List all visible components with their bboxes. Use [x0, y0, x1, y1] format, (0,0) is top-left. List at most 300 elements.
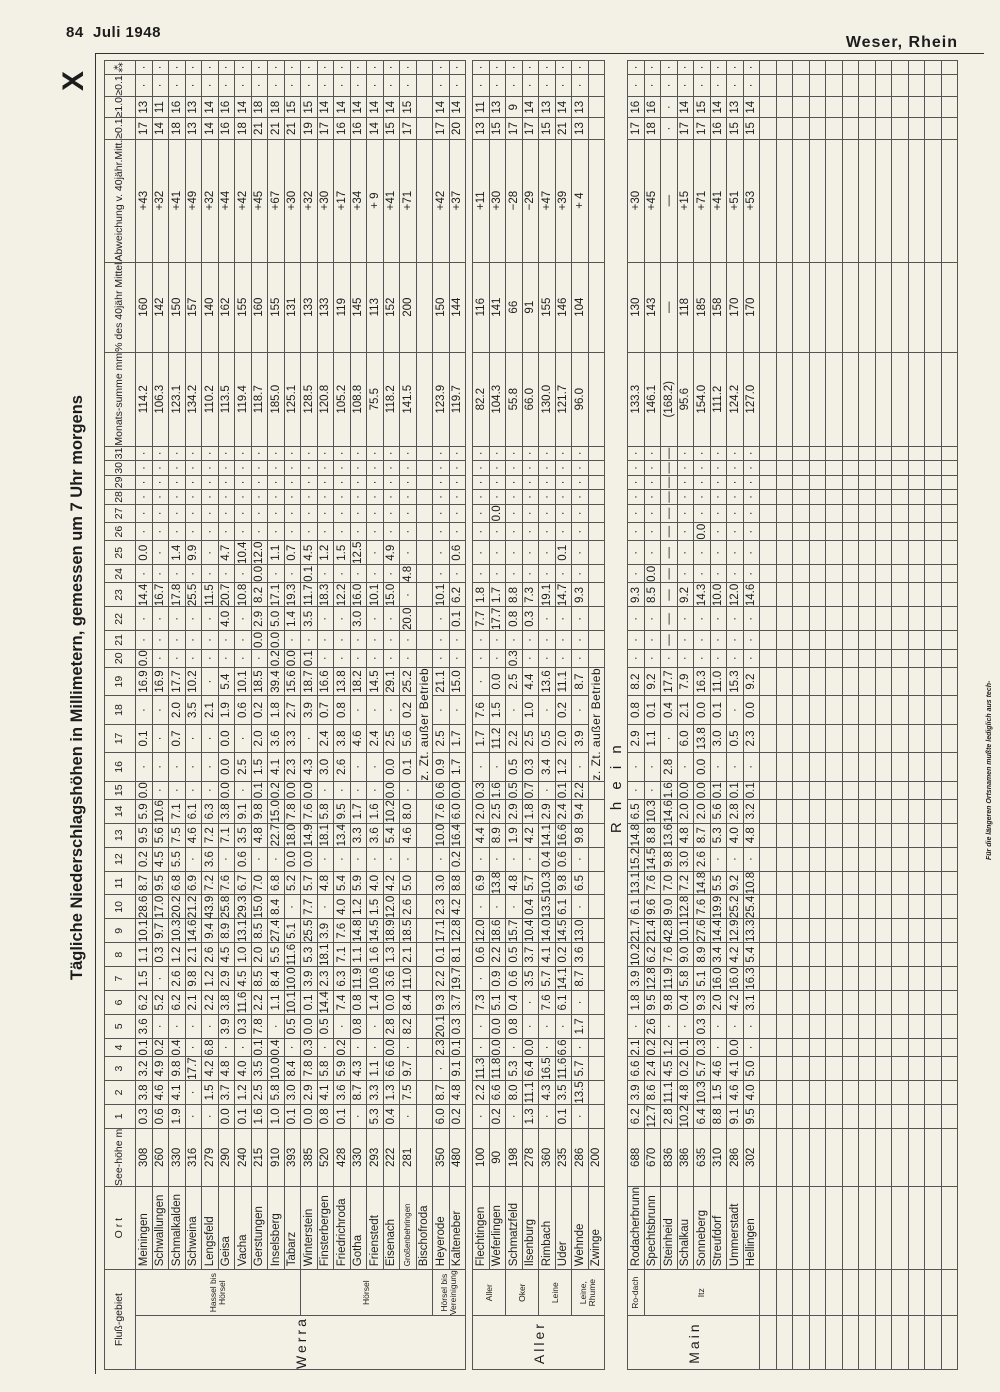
day-value: 2.3 [317, 967, 334, 991]
day-value: 10.6 [152, 799, 169, 823]
day-value [416, 847, 433, 871]
day-value: · [251, 490, 268, 505]
day-value: 3.7 [449, 991, 466, 1015]
day-value: · [644, 446, 661, 461]
station-row [710, 61, 727, 1370]
day-value: 16.9 [136, 667, 153, 695]
day-value: 5.0 [268, 607, 285, 631]
elevation: 330 [350, 1128, 367, 1186]
day-value: · [489, 523, 506, 541]
day-value: 16.6 [317, 667, 334, 695]
day-value: · [539, 461, 556, 476]
stat-n2: 18 [268, 97, 285, 118]
station-name: Zwinge [588, 1186, 605, 1269]
day-value: · [185, 1014, 202, 1038]
header-day: 3 [105, 1057, 136, 1081]
day-value [416, 871, 433, 895]
stat-n1: 18 [644, 118, 661, 139]
header-day: 7 [105, 967, 136, 991]
day-value: 0.2 [152, 1038, 169, 1056]
day-value: · [152, 607, 169, 631]
day-value: · [367, 541, 384, 565]
stat-abw: +41 [383, 139, 400, 262]
day-value: 5.4 [743, 943, 760, 967]
day-value: · [400, 504, 417, 522]
day-value: 2.9 [301, 1080, 318, 1104]
day-value: 6.0 [433, 1104, 450, 1128]
day-value: · [572, 631, 589, 649]
day-value: 8.4 [268, 895, 285, 919]
day-value: · [152, 446, 169, 461]
day-value: 7.0 [251, 871, 268, 895]
station-name: Meiningen [136, 1186, 153, 1269]
day-value: 1.3 [383, 943, 400, 967]
day-value: · [677, 461, 694, 476]
stat-n1: 16 [710, 118, 727, 139]
day-value: · [710, 565, 727, 583]
stat-sum: 118.2 [383, 352, 400, 446]
day-value: · [473, 1014, 490, 1038]
day-value: 9.1 [449, 1057, 466, 1081]
day-value: · [169, 607, 186, 631]
station-row [400, 61, 417, 1370]
day-value: 9.5 [743, 1104, 760, 1128]
day-value: 0.1 [727, 781, 744, 799]
day-value: 3.1 [743, 991, 760, 1015]
day-value: 9.2 [677, 583, 694, 607]
day-value: 5.8 [677, 967, 694, 991]
day-value: 1.6 [367, 943, 384, 967]
day-value: · [473, 847, 490, 871]
day-value: · [169, 649, 186, 667]
station-row [727, 61, 744, 1370]
stat-pct: 155 [235, 262, 252, 352]
day-value: · [301, 523, 318, 541]
day-value: · [433, 523, 450, 541]
day-value: · [710, 631, 727, 649]
day-value: 1.5 [136, 967, 153, 991]
day-value: · [743, 446, 760, 461]
day-value: 11.9 [350, 967, 367, 991]
day-value: 1.7 [572, 1014, 589, 1038]
day-value: · [473, 446, 490, 461]
day-value: 20.1 [433, 1014, 450, 1038]
stat-e2: · [235, 61, 252, 75]
day-value: 5.7 [539, 967, 556, 991]
day-value: 0.8 [506, 607, 523, 631]
stat-e1: · [136, 74, 153, 96]
stat-n2: 14 [743, 97, 760, 118]
day-value: 0.5 [506, 781, 523, 799]
day-value: · [235, 461, 252, 476]
day-value: 1.2 [235, 1080, 252, 1104]
day-value: 13.1 [628, 871, 645, 895]
day-value: 1.2 [661, 1038, 678, 1056]
day-value: · [268, 446, 285, 461]
day-value: · [555, 490, 572, 505]
day-value: · [136, 475, 153, 490]
day-value: — [661, 446, 678, 461]
day-value: 0.1 [284, 1104, 301, 1128]
day-value: 0.0 [301, 847, 318, 871]
day-value: 2.0 [555, 724, 572, 752]
header-pct: % des 40jähr Mittel [105, 262, 136, 352]
day-value: 11.1 [555, 667, 572, 695]
day-value [588, 504, 605, 522]
stat-e1: · [185, 74, 202, 96]
day-value: 9.7 [400, 1057, 417, 1081]
elevation: 385 [301, 1128, 318, 1186]
day-value: · [743, 461, 760, 476]
empty-row [925, 61, 942, 1370]
stat-abw: +39 [555, 139, 572, 262]
header-day: 15 [105, 781, 136, 799]
day-value: · [268, 565, 285, 583]
day-value: 4.1 [169, 1080, 186, 1104]
day-value [416, 895, 433, 919]
day-value: 2.1 [628, 1038, 645, 1056]
day-value: 4.2 [383, 871, 400, 895]
day-value: 20.7 [218, 583, 235, 607]
day-value: · [710, 446, 727, 461]
day-value: 4.8 [317, 871, 334, 895]
day-value: 2.1 [400, 943, 417, 967]
day-value: · [677, 504, 694, 522]
day-value: · [555, 446, 572, 461]
day-value: · [367, 1014, 384, 1038]
elevation: 293 [367, 1128, 384, 1186]
day-value: · [449, 446, 466, 461]
day-value: 20.0 [400, 607, 417, 631]
day-value: 2.9 [539, 799, 556, 823]
station-row [588, 61, 605, 1370]
day-value: 27.4 [268, 919, 285, 943]
day-value: · [539, 649, 556, 667]
stat-e1: · [152, 74, 169, 96]
day-value: 10.0 [433, 823, 450, 847]
day-value: 4.5 [218, 943, 235, 967]
stat-e2: · [400, 61, 417, 75]
day-value: · [218, 1038, 235, 1056]
day-value: · [169, 631, 186, 649]
stat-e1: · [743, 74, 760, 96]
day-value: 0.2 [334, 1038, 351, 1056]
stat-e2 [588, 61, 605, 75]
day-value: 7.0 [661, 871, 678, 895]
day-value: · [727, 541, 744, 565]
day-value: 3.6 [334, 1080, 351, 1104]
stat-n2: 13 [572, 97, 589, 118]
station-row [235, 61, 252, 1370]
day-value: · [400, 446, 417, 461]
stat-pct: 118 [677, 262, 694, 352]
header-day: 14 [105, 799, 136, 823]
station-name: Steinheid [661, 1186, 678, 1269]
day-value: 14.8 [350, 919, 367, 943]
day-value: 2.3 [433, 1038, 450, 1056]
day-value: · [433, 847, 450, 871]
stat-pct: 146 [555, 262, 572, 352]
day-value: · [383, 446, 400, 461]
day-value: · [367, 565, 384, 583]
day-value: 2.0 [169, 696, 186, 724]
day-value: · [169, 523, 186, 541]
day-value: 2.9 [218, 967, 235, 991]
stat-pct: — [661, 262, 678, 352]
stat-sum: 141.5 [400, 352, 417, 446]
day-value: 5.3 [710, 823, 727, 847]
day-value: 5.6 [152, 823, 169, 847]
day-value: 6.3 [334, 967, 351, 991]
day-value: · [433, 490, 450, 505]
day-value: · [644, 541, 661, 565]
day-value: 9.3 [572, 583, 589, 607]
day-value: · [644, 607, 661, 631]
day-value: 6.1 [628, 895, 645, 919]
day-value: · [317, 649, 334, 667]
day-value: 18.6 [489, 919, 506, 943]
stat-abw: +49 [185, 139, 202, 262]
day-value: · [169, 490, 186, 505]
day-value: · [506, 696, 523, 724]
day-value: 2.1 [185, 943, 202, 967]
station-row [694, 61, 711, 1370]
day-value: 4.4 [473, 823, 490, 847]
day-value: · [644, 461, 661, 476]
day-value: · [317, 607, 334, 631]
day-value: 0.7 [522, 781, 539, 799]
day-value: · [400, 475, 417, 490]
day-value: 0.9 [489, 967, 506, 991]
day-value: 5.3 [367, 1104, 384, 1128]
station-row [136, 61, 153, 1370]
day-value: 11.6 [284, 943, 301, 967]
day-value: 7.8 [284, 799, 301, 823]
day-value: 13.5 [572, 1080, 589, 1104]
day-value: 16.7 [152, 583, 169, 607]
day-value: 2.4 [317, 724, 334, 752]
day-value: 9.5 [152, 871, 169, 895]
day-value: 16.6 [555, 823, 572, 847]
day-value: 6.6 [628, 1057, 645, 1081]
stat-abw: +30 [317, 139, 334, 262]
day-value: 7.6 [473, 696, 490, 724]
stat-pct: 66 [506, 262, 523, 352]
day-value: 4.5 [152, 847, 169, 871]
day-value: · [350, 781, 367, 799]
day-value: · [383, 504, 400, 522]
day-value: · [301, 461, 318, 476]
day-value: 2.3 [284, 753, 301, 781]
stat-pct: 131 [284, 262, 301, 352]
day-value [416, 967, 433, 991]
day-value: · [743, 475, 760, 490]
stat-abw: +17 [334, 139, 351, 262]
stat-sum: (168.2) [661, 352, 678, 446]
stat-pct: 133 [317, 262, 334, 352]
day-value: · [743, 847, 760, 871]
day-value: · [506, 631, 523, 649]
day-value: 20.2 [169, 895, 186, 919]
day-value: 10.6 [367, 967, 384, 991]
day-value: 6.8 [268, 871, 285, 895]
stat-n2: 15 [301, 97, 318, 118]
day-value: 12.9 [727, 919, 744, 943]
day-value: · [522, 504, 539, 522]
day-value: 4.8 [449, 1080, 466, 1104]
day-value: · [136, 446, 153, 461]
day-value: 7.2 [677, 871, 694, 895]
page-month: Juli 1948 [93, 24, 161, 41]
day-value: · [694, 490, 711, 505]
day-value: 10.4 [522, 919, 539, 943]
page-number: 84 [66, 24, 84, 41]
stat-abw: +32 [202, 139, 219, 262]
day-value: 3.9 [628, 967, 645, 991]
station-row [539, 61, 556, 1370]
elevation: 316 [185, 1128, 202, 1186]
day-value: · [710, 607, 727, 631]
day-value: 0.0 [694, 781, 711, 799]
stat-sum: 110.2 [202, 352, 219, 446]
stat-e2: · [555, 61, 572, 75]
day-value: 25.5 [301, 919, 318, 943]
day-value: · [350, 461, 367, 476]
day-value: 12.8 [449, 919, 466, 943]
day-value: 2.1 [202, 696, 219, 724]
day-value: 0.1 [449, 1038, 466, 1056]
stat-e2: · [743, 61, 760, 75]
header-ort: O r t [105, 1186, 136, 1269]
day-value: 18.3 [317, 583, 334, 607]
day-value: · [572, 753, 589, 781]
day-value: · [202, 649, 219, 667]
day-value: 0.0 [251, 631, 268, 649]
day-value: 0.5 [506, 753, 523, 781]
day-value: 4.2 [449, 895, 466, 919]
day-value: 2.3 [433, 895, 450, 919]
day-value: · [473, 1104, 490, 1128]
elevation: 200 [588, 1128, 605, 1186]
stat-e2: · [506, 61, 523, 75]
header-day: 11 [105, 871, 136, 895]
stat-pct: 116 [473, 262, 490, 352]
day-value: · [334, 490, 351, 505]
day-value: · [350, 1104, 367, 1128]
day-value: · [152, 475, 169, 490]
elevation: 198 [506, 1128, 523, 1186]
stat-pct: 119 [334, 262, 351, 352]
day-value: 0.0 [383, 1038, 400, 1056]
stat-sum: 75.5 [367, 352, 384, 446]
day-value: 25.8 [218, 895, 235, 919]
day-value: · [317, 1038, 334, 1056]
empty-row [760, 61, 777, 1370]
day-value: 6.9 [185, 871, 202, 895]
day-value: 7.5 [400, 1080, 417, 1104]
stat-sum: 119.7 [449, 352, 466, 446]
day-value: · [350, 523, 367, 541]
day-value: · [694, 504, 711, 522]
day-value: 1.0 [235, 943, 252, 967]
day-value: 4.2 [202, 1057, 219, 1081]
day-value: 10.3 [644, 799, 661, 823]
elevation: 290 [218, 1128, 235, 1186]
day-value: 1.8 [473, 583, 490, 607]
stat-n2: 13 [489, 97, 506, 118]
day-value: · [743, 1038, 760, 1056]
stat-sum: 185.0 [268, 352, 285, 446]
day-value: · [506, 895, 523, 919]
elevation: 910 [268, 1128, 285, 1186]
day-value [416, 799, 433, 823]
day-value: · [301, 475, 318, 490]
day-value: · [433, 446, 450, 461]
day-value: — [661, 475, 678, 490]
day-value: 0.9 [433, 753, 450, 781]
sub-basin: Itz [644, 1270, 760, 1316]
station-row [152, 61, 169, 1370]
day-value: · [136, 504, 153, 522]
day-value: 2.6 [694, 847, 711, 871]
day-value: 2.6 [334, 753, 351, 781]
day-value: · [284, 475, 301, 490]
day-value: 0.0 [136, 781, 153, 799]
day-value: · [202, 631, 219, 649]
day-value: · [152, 523, 169, 541]
day-value: 9.5 [334, 799, 351, 823]
day-value: 0.1 [235, 1104, 252, 1128]
day-value: · [506, 475, 523, 490]
day-value: · [506, 847, 523, 871]
day-value: 12.8 [677, 895, 694, 919]
day-value: 2.5 [506, 667, 523, 695]
day-value: · [367, 649, 384, 667]
day-value [588, 649, 605, 667]
station-name: Kalteneber [449, 1186, 466, 1269]
stat-n1: 13 [473, 118, 490, 139]
stat-sum: 118.7 [251, 352, 268, 446]
day-value: · [539, 1104, 556, 1128]
stat-n2: 14 [449, 97, 466, 118]
day-value: · [202, 781, 219, 799]
elevation: 310 [710, 1128, 727, 1186]
day-value: 2.4 [367, 724, 384, 752]
day-value: · [628, 607, 645, 631]
elevation: 278 [522, 1128, 539, 1186]
day-value: 17.7 [489, 607, 506, 631]
day-value: 6.6 [383, 1057, 400, 1081]
day-value: · [710, 649, 727, 667]
stat-n1: 15 [489, 118, 506, 139]
day-value: 0.5 [727, 724, 744, 752]
day-value: 9.9 [185, 541, 202, 565]
day-value: 6.2 [628, 1104, 645, 1128]
day-value: · [555, 504, 572, 522]
day-value: 4.8 [218, 1057, 235, 1081]
station-row [218, 61, 235, 1370]
day-value: 6.8 [202, 1038, 219, 1056]
day-value: · [367, 490, 384, 505]
day-value: 0.0 [522, 1038, 539, 1056]
stat-pct: 140 [202, 262, 219, 352]
day-value: · [473, 541, 490, 565]
stat-e1: · [334, 74, 351, 96]
stat-n1: 14 [152, 118, 169, 139]
day-value: 13.5 [539, 895, 556, 919]
day-value: 0.2 [555, 943, 572, 967]
day-value: · [522, 991, 539, 1015]
